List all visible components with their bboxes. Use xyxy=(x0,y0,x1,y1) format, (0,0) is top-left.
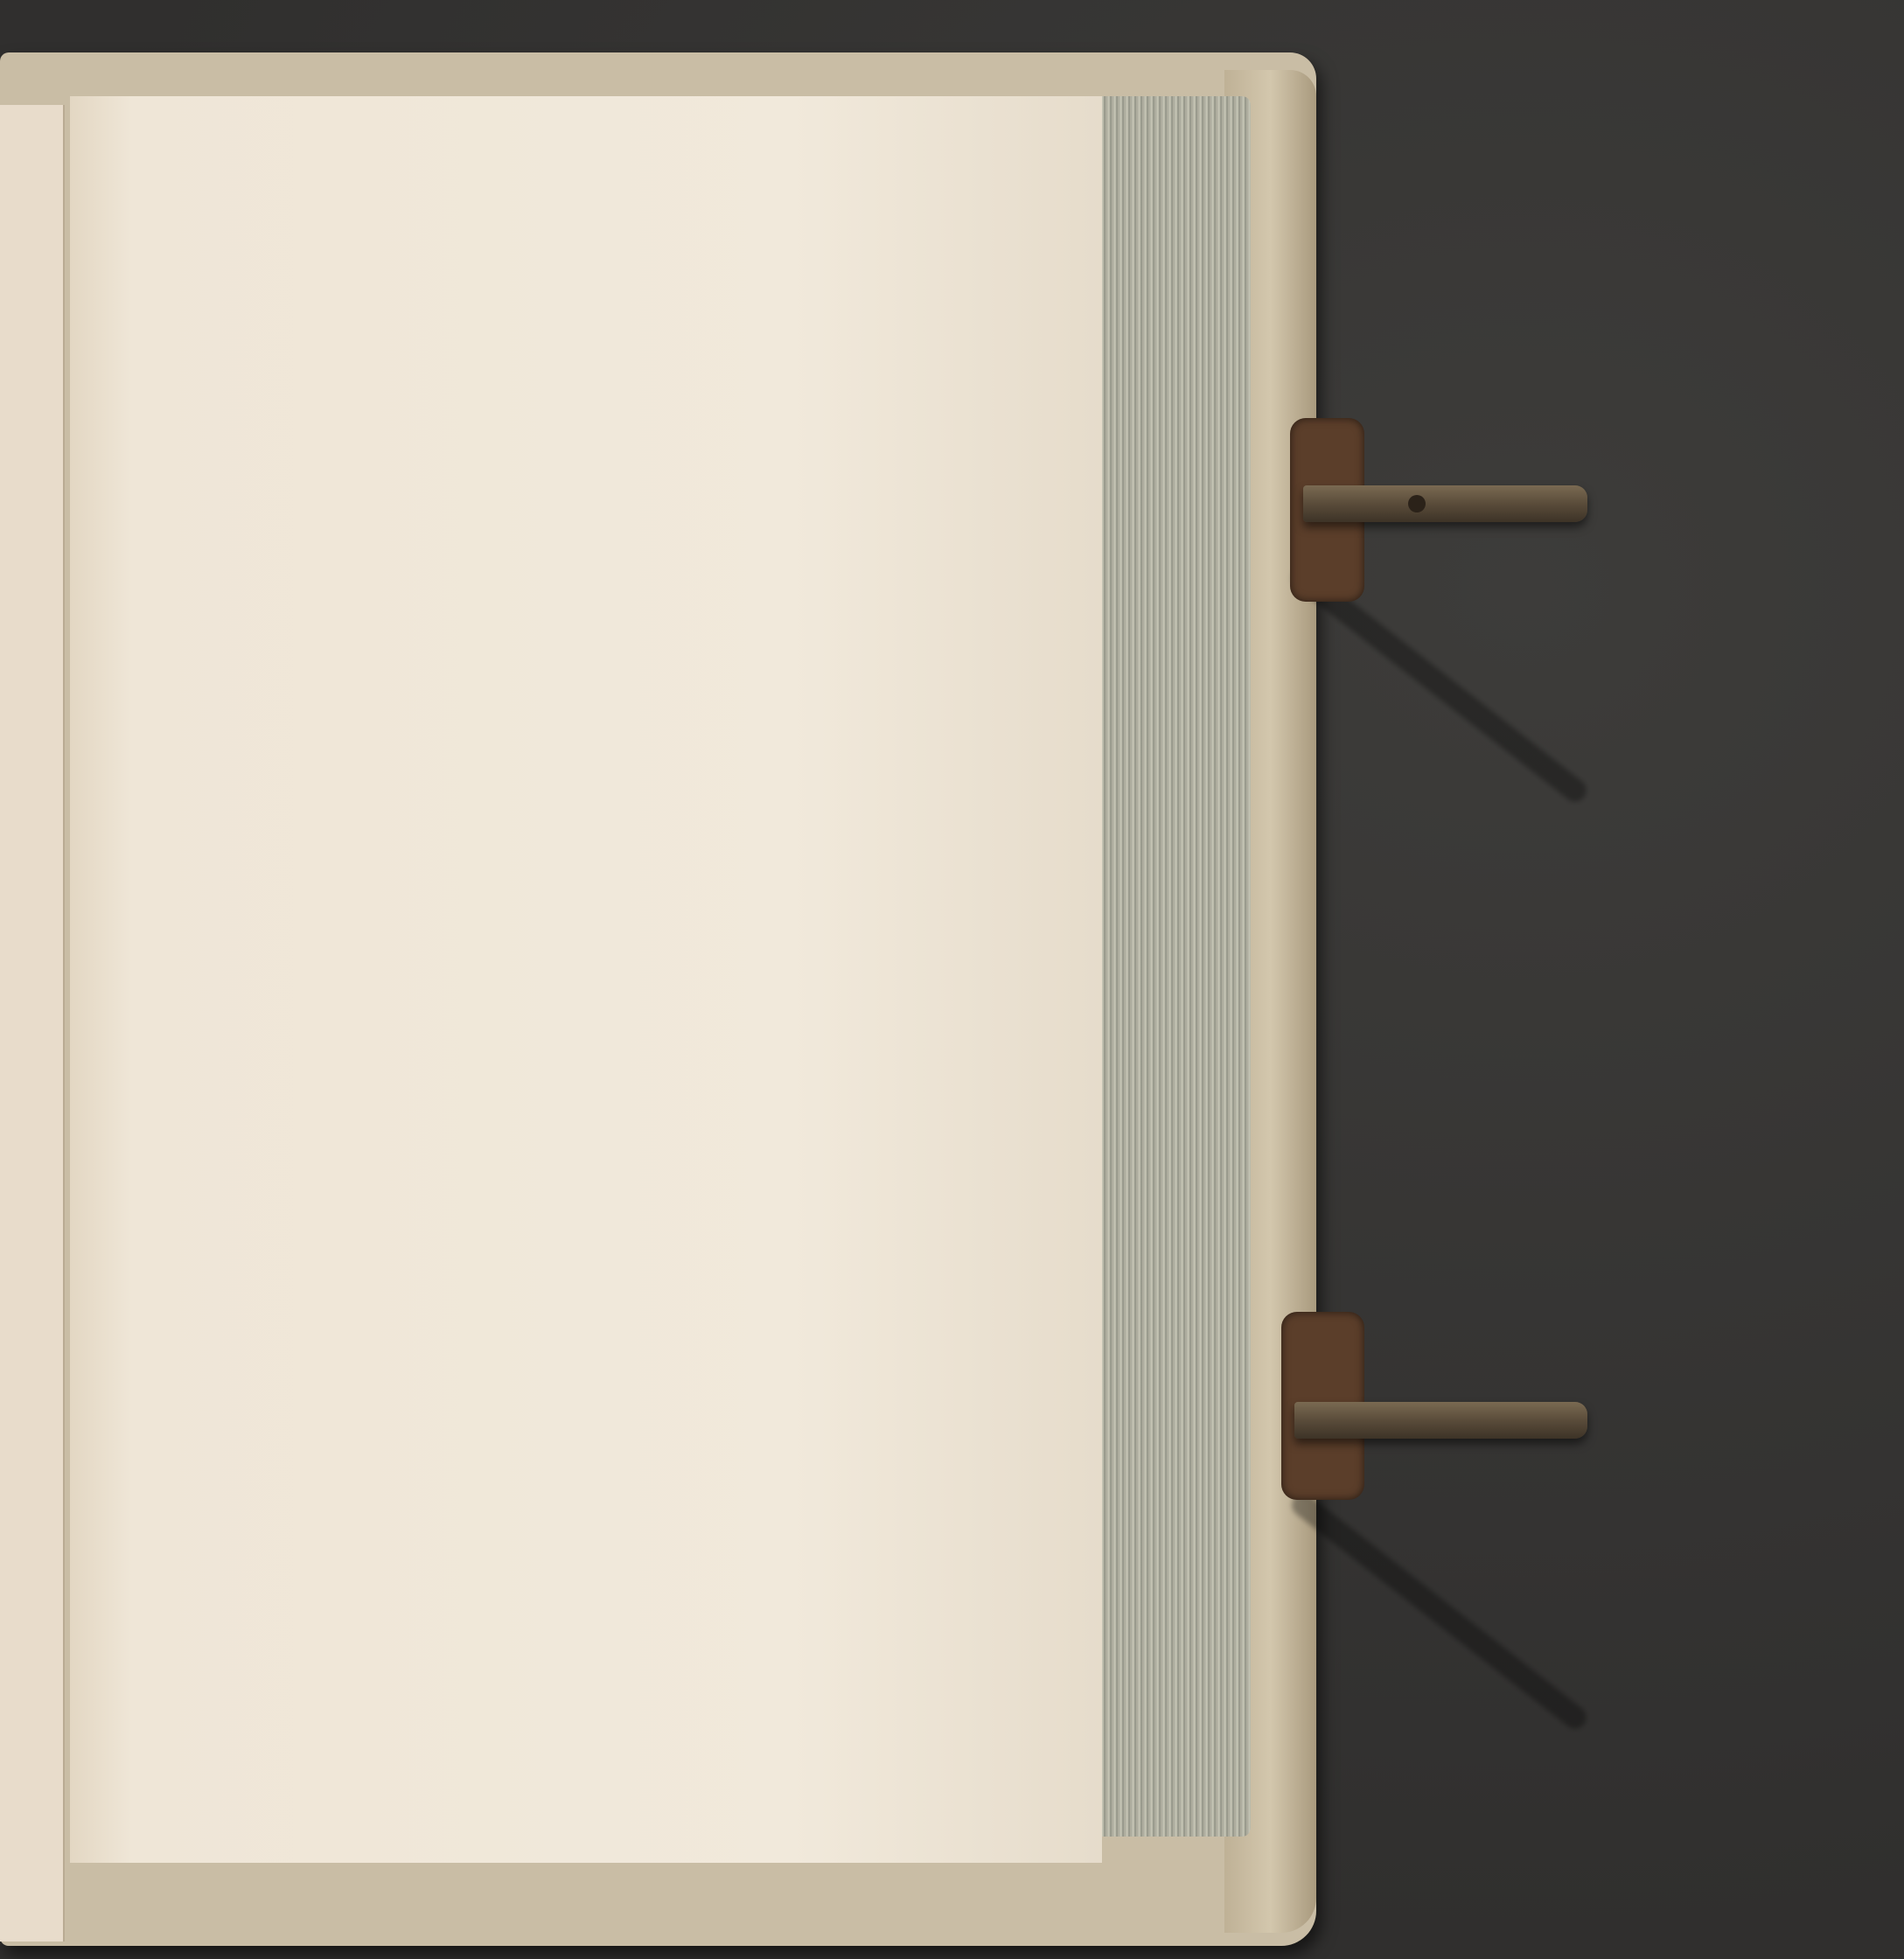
clasp-bottom xyxy=(1294,1402,1587,1439)
page-fore-edge xyxy=(1076,96,1251,1837)
clasp-top xyxy=(1303,485,1587,522)
clasp-rivet-top xyxy=(1408,495,1426,512)
left-facing-page xyxy=(0,105,65,1942)
book-page xyxy=(70,96,1102,1863)
